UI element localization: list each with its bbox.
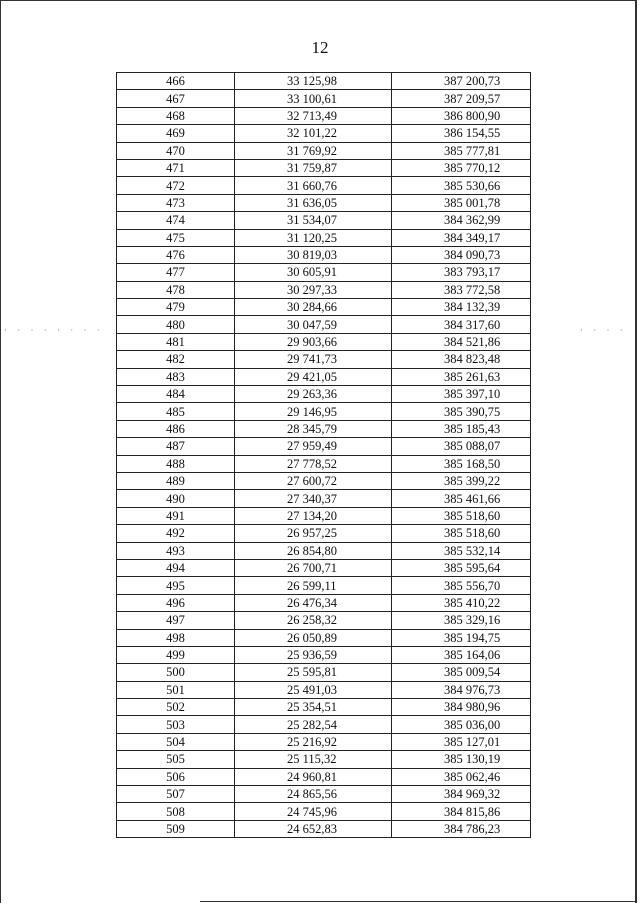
table-row (117, 246, 531, 263)
table-row (117, 281, 531, 298)
x-coordinate-cell: 25 491,03 (235, 681, 392, 698)
y-coordinate-cell: 384 132,39 (392, 299, 531, 316)
right-margin-dots: · · · · (580, 325, 627, 335)
table-row (117, 733, 531, 750)
point-number-cell: 500 (117, 664, 235, 681)
y-coordinate-cell: 384 521,86 (392, 333, 531, 350)
y-coordinate-cell: 385 062,46 (392, 768, 531, 785)
y-coordinate-cell: 385 770,12 (392, 159, 531, 176)
point-number-cell: 503 (117, 716, 235, 733)
table-row (117, 699, 531, 716)
x-coordinate-cell: 32 101,22 (235, 125, 392, 142)
table-row (117, 212, 531, 229)
y-coordinate-cell: 385 410,22 (392, 594, 531, 611)
table-row (117, 73, 531, 90)
x-coordinate-cell: 29 421,05 (235, 368, 392, 385)
point-number-cell: 471 (117, 159, 235, 176)
y-coordinate-cell: 384 815,86 (392, 803, 531, 820)
y-coordinate-cell: 387 209,57 (392, 90, 531, 107)
point-number-cell: 496 (117, 594, 235, 611)
point-number-cell: 467 (117, 90, 235, 107)
x-coordinate-cell: 26 599,11 (235, 577, 392, 594)
point-number-cell: 479 (117, 299, 235, 316)
y-coordinate-cell: 385 261,63 (392, 368, 531, 385)
point-number-cell: 490 (117, 490, 235, 507)
point-number-cell: 504 (117, 733, 235, 750)
table-row (117, 403, 531, 420)
table-row (117, 681, 531, 698)
y-coordinate-cell: 384 786,23 (392, 820, 531, 837)
point-number-cell: 493 (117, 542, 235, 559)
point-number-cell: 491 (117, 507, 235, 524)
y-coordinate-cell: 384 976,73 (392, 681, 531, 698)
point-number-cell: 478 (117, 281, 235, 298)
x-coordinate-cell: 25 936,59 (235, 646, 392, 663)
y-coordinate-cell: 385 461,66 (392, 490, 531, 507)
table-row (117, 90, 531, 107)
point-number-cell: 494 (117, 559, 235, 576)
table-row (117, 438, 531, 455)
y-coordinate-cell: 383 772,58 (392, 281, 531, 298)
table-row (117, 159, 531, 176)
table-row (117, 629, 531, 646)
table-row (117, 455, 531, 472)
point-number-cell: 497 (117, 612, 235, 629)
x-coordinate-cell: 24 865,56 (235, 786, 392, 803)
table-row (117, 664, 531, 681)
table-row (117, 351, 531, 368)
x-coordinate-cell: 26 854,80 (235, 542, 392, 559)
point-number-cell: 495 (117, 577, 235, 594)
coordinates-table-body (117, 73, 531, 838)
x-coordinate-cell: 31 636,05 (235, 194, 392, 211)
table-row (117, 490, 531, 507)
bottom-edge-line (200, 901, 637, 902)
table-row (117, 316, 531, 333)
point-number-cell: 483 (117, 368, 235, 385)
x-coordinate-cell: 26 258,32 (235, 612, 392, 629)
point-number-cell: 469 (117, 125, 235, 142)
point-number-cell: 473 (117, 194, 235, 211)
x-coordinate-cell: 28 345,79 (235, 420, 392, 437)
x-coordinate-cell: 31 660,76 (235, 177, 392, 194)
x-coordinate-cell: 31 120,25 (235, 229, 392, 246)
point-number-cell: 498 (117, 629, 235, 646)
point-number-cell: 501 (117, 681, 235, 698)
table-row (117, 820, 531, 837)
y-coordinate-cell: 385 390,75 (392, 403, 531, 420)
table-row (117, 386, 531, 403)
x-coordinate-cell: 29 741,73 (235, 351, 392, 368)
table-row (117, 559, 531, 576)
point-number-cell: 475 (117, 229, 235, 246)
y-coordinate-cell: 383 793,17 (392, 264, 531, 281)
table-row (117, 612, 531, 629)
x-coordinate-cell: 30 284,66 (235, 299, 392, 316)
table-row (117, 646, 531, 663)
x-coordinate-cell: 24 652,83 (235, 820, 392, 837)
y-coordinate-cell: 386 154,55 (392, 125, 531, 142)
point-number-cell: 472 (117, 177, 235, 194)
y-coordinate-cell: 384 823,48 (392, 351, 531, 368)
x-coordinate-cell: 29 146,95 (235, 403, 392, 420)
y-coordinate-cell: 385 397,10 (392, 386, 531, 403)
point-number-cell: 474 (117, 212, 235, 229)
y-coordinate-cell: 385 194,75 (392, 629, 531, 646)
point-number-cell: 476 (117, 246, 235, 263)
point-number-cell: 470 (117, 142, 235, 159)
table-row (117, 420, 531, 437)
x-coordinate-cell: 27 959,49 (235, 438, 392, 455)
y-coordinate-cell: 385 001,78 (392, 194, 531, 211)
point-number-cell: 505 (117, 751, 235, 768)
table-row (117, 229, 531, 246)
point-number-cell: 492 (117, 525, 235, 542)
x-coordinate-cell: 32 713,49 (235, 107, 392, 124)
table-row (117, 472, 531, 489)
y-coordinate-cell: 384 349,17 (392, 229, 531, 246)
table-row (117, 107, 531, 124)
x-coordinate-cell: 30 819,03 (235, 246, 392, 263)
point-number-cell: 509 (117, 820, 235, 837)
table-row (117, 751, 531, 768)
table-row (117, 803, 531, 820)
table-row (117, 142, 531, 159)
x-coordinate-cell: 24 960,81 (235, 768, 392, 785)
y-coordinate-cell: 385 127,01 (392, 733, 531, 750)
x-coordinate-cell: 27 134,20 (235, 507, 392, 524)
x-coordinate-cell: 29 263,36 (235, 386, 392, 403)
y-coordinate-cell: 385 556,70 (392, 577, 531, 594)
x-coordinate-cell: 24 745,96 (235, 803, 392, 820)
point-number-cell: 502 (117, 699, 235, 716)
y-coordinate-cell: 385 532,14 (392, 542, 531, 559)
point-number-cell: 484 (117, 386, 235, 403)
y-coordinate-cell: 384 980,96 (392, 699, 531, 716)
x-coordinate-cell: 26 476,34 (235, 594, 392, 611)
y-coordinate-cell: 385 595,64 (392, 559, 531, 576)
y-coordinate-cell: 384 317,60 (392, 316, 531, 333)
y-coordinate-cell: 385 530,66 (392, 177, 531, 194)
x-coordinate-cell: 29 903,66 (235, 333, 392, 350)
point-number-cell: 480 (117, 316, 235, 333)
table-row (117, 264, 531, 281)
x-coordinate-cell: 31 769,92 (235, 142, 392, 159)
point-number-cell: 481 (117, 333, 235, 350)
table-row (117, 716, 531, 733)
point-number-cell: 488 (117, 455, 235, 472)
coordinates-table (116, 72, 531, 838)
y-coordinate-cell: 387 200,73 (392, 73, 531, 90)
x-coordinate-cell: 25 595,81 (235, 664, 392, 681)
x-coordinate-cell: 27 600,72 (235, 472, 392, 489)
point-number-cell: 487 (117, 438, 235, 455)
table-row (117, 194, 531, 211)
x-coordinate-cell: 26 050,89 (235, 629, 392, 646)
y-coordinate-cell: 385 164,06 (392, 646, 531, 663)
point-number-cell: 477 (117, 264, 235, 281)
table-row (117, 768, 531, 785)
table-row (117, 177, 531, 194)
x-coordinate-cell: 26 700,71 (235, 559, 392, 576)
left-margin-dots: · · · · · · · · (4, 325, 104, 335)
x-coordinate-cell: 26 957,25 (235, 525, 392, 542)
page-number: 12 (311, 38, 329, 57)
x-coordinate-cell: 27 778,52 (235, 455, 392, 472)
x-coordinate-cell: 33 125,98 (235, 73, 392, 90)
x-coordinate-cell: 30 047,59 (235, 316, 392, 333)
point-number-cell: 507 (117, 786, 235, 803)
point-number-cell: 466 (117, 73, 235, 90)
table-row (117, 786, 531, 803)
table-row (117, 542, 531, 559)
point-number-cell: 508 (117, 803, 235, 820)
table-row (117, 507, 531, 524)
y-coordinate-cell: 385 088,07 (392, 438, 531, 455)
y-coordinate-cell: 384 969,32 (392, 786, 531, 803)
y-coordinate-cell: 384 090,73 (392, 246, 531, 263)
point-number-cell: 506 (117, 768, 235, 785)
y-coordinate-cell: 385 168,50 (392, 455, 531, 472)
point-number-cell: 489 (117, 472, 235, 489)
table-row (117, 125, 531, 142)
x-coordinate-cell: 30 605,91 (235, 264, 392, 281)
y-coordinate-cell: 386 800,90 (392, 107, 531, 124)
y-coordinate-cell: 385 518,60 (392, 525, 531, 542)
table-row (117, 299, 531, 316)
table-row (117, 368, 531, 385)
y-coordinate-cell: 385 399,22 (392, 472, 531, 489)
point-number-cell: 482 (117, 351, 235, 368)
y-coordinate-cell: 385 518,60 (392, 507, 531, 524)
x-coordinate-cell: 30 297,33 (235, 281, 392, 298)
y-coordinate-cell: 385 036,00 (392, 716, 531, 733)
point-number-cell: 485 (117, 403, 235, 420)
x-coordinate-cell: 25 354,51 (235, 699, 392, 716)
x-coordinate-cell: 27 340,37 (235, 490, 392, 507)
y-coordinate-cell: 385 185,43 (392, 420, 531, 437)
y-coordinate-cell: 385 009,54 (392, 664, 531, 681)
x-coordinate-cell: 25 216,92 (235, 733, 392, 750)
table-row (117, 594, 531, 611)
table-row (117, 333, 531, 350)
x-coordinate-cell: 31 534,07 (235, 212, 392, 229)
point-number-cell: 468 (117, 107, 235, 124)
x-coordinate-cell: 31 759,87 (235, 159, 392, 176)
x-coordinate-cell: 25 282,54 (235, 716, 392, 733)
y-coordinate-cell: 385 329,16 (392, 612, 531, 629)
point-number-cell: 486 (117, 420, 235, 437)
x-coordinate-cell: 33 100,61 (235, 90, 392, 107)
y-coordinate-cell: 385 777,81 (392, 142, 531, 159)
x-coordinate-cell: 25 115,32 (235, 751, 392, 768)
table-row (117, 577, 531, 594)
y-coordinate-cell: 384 362,99 (392, 212, 531, 229)
table-row (117, 525, 531, 542)
y-coordinate-cell: 385 130,19 (392, 751, 531, 768)
point-number-cell: 499 (117, 646, 235, 663)
